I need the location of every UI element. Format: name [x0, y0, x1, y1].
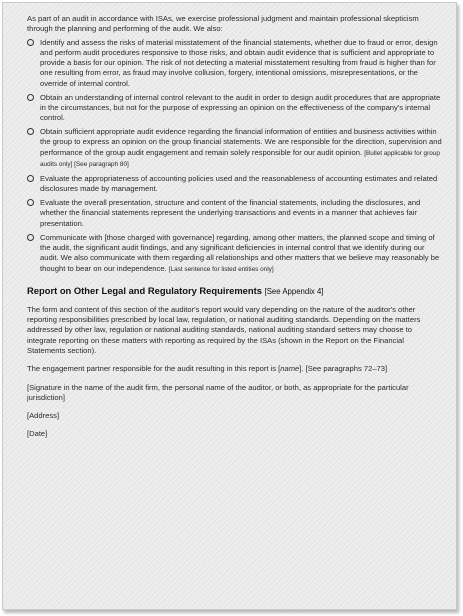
list-item — [27, 93, 442, 124]
circle-bullet-icon — [27, 199, 34, 206]
list-item-text: Obtain an understanding of internal control relevant to the audit in order to design audit procedures that are appropriate in the circumstances, but not for the purpose of expressing an opinion on the effectiveness of the company's internal control. — [40, 92, 441, 123]
list-item — [27, 233, 442, 275]
partner-suffix: ]. [See paragraphs 72–73] — [299, 364, 388, 374]
engagement-partner-paragraph — [27, 364, 442, 374]
section-heading-title: Report on Other Legal and Regulatory Requirements — [27, 284, 262, 296]
document-panel — [2, 2, 457, 610]
responsibilities-list — [27, 38, 442, 275]
list-item-text: Evaluate the overall presentation, structure and content of the financial statements, including the disclosures, and whether the financial statements represent the underlying transactions and events in a manner that achieves fair presentation. — [40, 198, 421, 228]
list-item-text: Evaluate the appropriateness of accounting policies used and the reasonableness of accounting estimates and related disclosures made by management. — [40, 173, 438, 194]
partner-prefix: The engagement partner responsible for the audit resulting in this report is [ — [27, 364, 281, 374]
circle-bullet-icon — [27, 94, 34, 101]
circle-bullet-icon — [27, 234, 34, 241]
circle-bullet-icon — [27, 175, 34, 182]
circle-bullet-icon — [27, 39, 34, 46]
form-content-paragraph: The form and content of this section of the auditor's report would vary depending on the nature of the auditor's other reporting responsibilities prescribed by local law, regulation, or national auditing standards. Depending on the matters addressed by other law, regulation or national auditing standards, national auditing standard setters may choose to integrate reporting on these matters with reporting as required by the ISAs (shown in the Report on the Financial Statements section). — [27, 304, 421, 355]
section-heading-reference: [See Appendix 4] — [264, 286, 324, 296]
list-item — [27, 174, 442, 195]
list-item — [27, 198, 442, 229]
list-item-note: [Last sentence for listed entities only] — [168, 265, 274, 273]
list-item-text: Identify and assess the risks of material misstatement of the financial statements, whether due to fraud or error, design and perform audit procedures responsive to those risks, and obtain audit evidence that is sufficient and appropriate to provide a basis for our opinion. The risk of not detecting a material misstatement resulting from fraud is higher than for one resulting from error, as fraud may involve collusion, forgery, intentional omissions, misrepresentations, or the override of internal control. — [40, 37, 438, 88]
signature-placeholder: [Signature in the name of the audit firm, the personal name of the auditor, or both, as appropriate for the particular jurisdiction] — [27, 382, 409, 402]
intro-paragraph: As part of an audit in accordance with ISAs, we exercise professional judgment and maintain professional skepticism through the planning and performing of the audit. We also: — [27, 14, 419, 34]
list-item-note: [Bullet applicable for group audits only] [See paragraph 80] — [40, 149, 440, 169]
address-placeholder: [Address] — [27, 411, 60, 421]
list-item-text: Communicate with [those charged with governance] regarding, among other matters, the planned scope and timing of the audit, the significant audit findings, and any significant deficiencies in internal control that we identify during our audit. We also communicate with them regarding all relationships and other matters that we believe may reasonably be thought to bear on our independence. — [40, 232, 440, 273]
partner-name-placeholder: name — [280, 364, 300, 374]
list-item-text: Obtain sufficient appropriate audit evidence regarding the financial information of entities and business activities within the group to express an opinion on the group financial statements. We are responsible for the direction, supervision and performance of the group audit engagement and remain solely responsible for our audit opinion. — [40, 127, 442, 157]
date-placeholder: [Date] — [27, 429, 48, 439]
list-item — [27, 38, 442, 89]
section-heading — [27, 285, 442, 298]
circle-bullet-icon — [27, 128, 34, 135]
list-item — [27, 127, 442, 170]
